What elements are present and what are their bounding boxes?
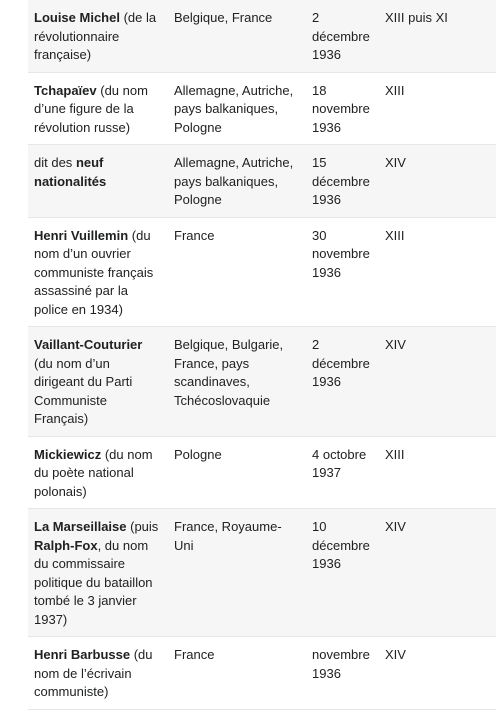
brigade-cell: XIV bbox=[379, 637, 496, 710]
battalion-name: Louise Michel bbox=[34, 10, 120, 25]
brigade-cell: XIII puis XI bbox=[379, 0, 496, 72]
battalion-note: (du nom d’un dirigeant du Parti Communiste Français) bbox=[34, 355, 133, 426]
battalion-name: Mickiewicz bbox=[34, 446, 102, 462]
date-cell: 2 décembre 1936 bbox=[306, 327, 379, 437]
countries-cell: Allemagne, Autriche, pays balkaniques, Pologne bbox=[168, 145, 306, 218]
battalion-name-cell bbox=[28, 145, 168, 218]
battalion-name-cell bbox=[28, 72, 168, 145]
brigade-cell: XIII bbox=[379, 72, 496, 145]
brigade-cell: XIV bbox=[379, 509, 496, 637]
battalion-name-cell bbox=[28, 436, 168, 509]
battalion-name: Henri Barbusse bbox=[34, 647, 131, 662]
table-row bbox=[28, 436, 496, 509]
countries-cell: Allemagne, Autriche, pays balkaniques, Pologne bbox=[168, 72, 306, 145]
table-row bbox=[28, 509, 496, 637]
table-row bbox=[28, 72, 496, 145]
battalion-name-cell bbox=[28, 327, 168, 437]
countries-cell: Belgique, France bbox=[168, 0, 306, 72]
battalion-note: , du nom du commissaire politique du bataillon tombé le 3 janvier 1937) bbox=[34, 537, 153, 627]
battalion-name-cell bbox=[28, 637, 168, 710]
brigade-cell: XIV bbox=[379, 327, 496, 437]
battalion-note: (puis bbox=[130, 519, 159, 534]
battalion-prefix: dit des bbox=[34, 155, 73, 170]
date-cell: 2 décembre 1936 bbox=[306, 0, 379, 72]
brigade-cell: XIII bbox=[379, 436, 496, 509]
battalion-name: Vaillant-Couturier bbox=[34, 337, 143, 352]
battalion-note: (du nom d’un ouvrier communiste français assassiné par la police en 1934) bbox=[34, 227, 154, 317]
date-cell: 10 décembre 1936 bbox=[306, 509, 379, 637]
table-row bbox=[28, 217, 496, 327]
brigade-cell: XIV bbox=[379, 145, 496, 218]
date-cell: 18 novembre 1936 bbox=[306, 72, 379, 145]
date-cell: 4 octobre 1937 bbox=[306, 436, 379, 509]
battalion-note: (de la révolutionnaire française) bbox=[34, 10, 157, 62]
battalion-name: neuf nationalités bbox=[34, 155, 107, 189]
battalion-note: (du nom du poète national polonais) bbox=[34, 446, 153, 499]
battalion-note: (du nom d’une figure de la révolution russe) bbox=[34, 82, 148, 135]
battalion-name: La Marseillaise bbox=[34, 519, 127, 534]
battalions-table bbox=[28, 0, 496, 710]
battalion-alt-name: Ralph-Fox bbox=[34, 537, 98, 553]
brigade-cell: XIII bbox=[379, 217, 496, 327]
battalion-name: Henri Vuillemin bbox=[34, 227, 129, 243]
battalion-name-cell bbox=[28, 0, 168, 72]
table-row bbox=[28, 0, 496, 72]
countries-cell: France bbox=[168, 217, 306, 327]
date-cell: 30 novembre 1936 bbox=[306, 217, 379, 327]
countries-cell: Belgique, Bulgarie, France, pays scandinaves, Tchécoslovaquie bbox=[168, 327, 306, 437]
date-cell: 15 décembre 1936 bbox=[306, 145, 379, 218]
countries-cell: Pologne bbox=[168, 436, 306, 509]
countries-cell: France bbox=[168, 637, 306, 710]
battalion-note: (du nom de l’écrivain communiste) bbox=[34, 647, 153, 699]
date-cell: novembre 1936 bbox=[306, 637, 379, 710]
battalion-name: Tchapaïev bbox=[34, 82, 97, 98]
table-row bbox=[28, 637, 496, 710]
battalion-name-cell bbox=[28, 217, 168, 327]
table-row bbox=[28, 327, 496, 437]
battalion-name-cell bbox=[28, 509, 168, 637]
table-row bbox=[28, 145, 496, 218]
countries-cell: France, Royaume-Uni bbox=[168, 509, 306, 637]
